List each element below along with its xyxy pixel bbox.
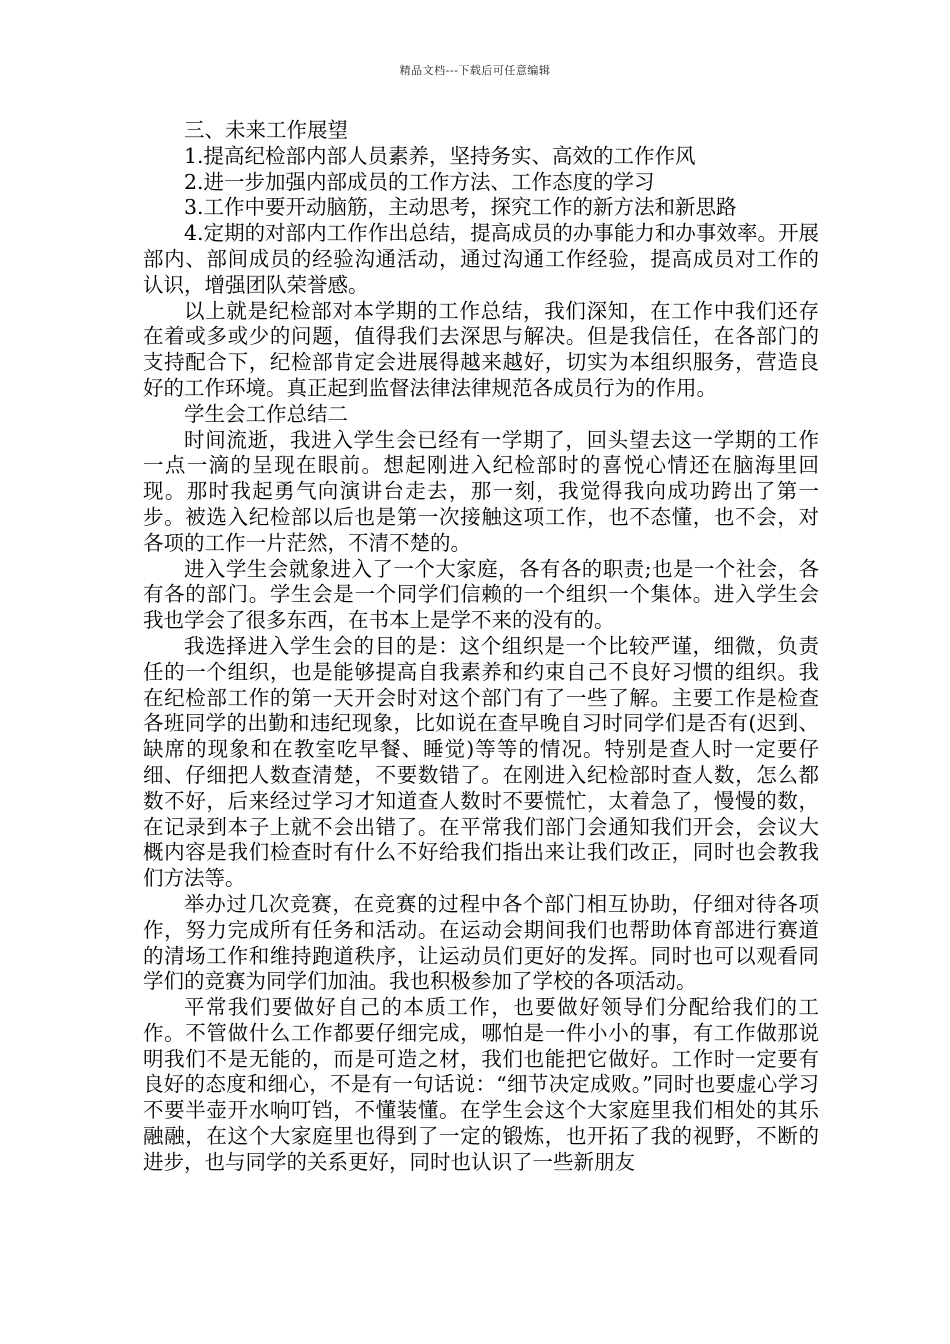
paragraph: 以上就是纪检部对本学期的工作总结，我们深知，在工作中我们还存在着或多或少的问题，值得我们去深思与解决。但是我信任，在各部门的支持配合下，纪检部肯定会进展得越来越好，切实为本组织服务，营造良好的工作环境。真正起到监督法律法律规范各成员行为的作用。 [143,298,819,400]
paragraph: 我选择进入学生会的目的是：这个组织是一个比较严谨，细微，负责任的一个组织，也是能够提高自我素养和约束自己不良好习惯的组织。我在纪检部工作的第一天开会时对这个部门有了一些了解。主要工作是检查各班同学的出勤和违纪现象，比如说在查早晚自习时同学们是否有(迟到、缺席的现象和在教室吃早餐、睡觉)等等的情况。特别是查人时一定要仔细、仔细把人数查清楚，不要数错了。在刚进入纪检部时查人数，怎么都数不好，后来经过学习才知道查人数时不要慌忙，太着急了，慢慢的数，在记录到本子上就不会出错了。在平常我们部门会通知我们开会，会议大概内容是我们检查时有什么不好给我们指出来让我们改正，同时也会教我们方法等。 [143,633,819,891]
paragraph: 平常我们要做好自己的本质工作，也要做好领导们分配给我们的工作。不管做什么工作都要仔细完成，哪怕是一件小小的事，有工作做那说明我们不是无能的，而是可造之材，我们也能把它做好。工作时一定要有良好的态度和细心，不是有一句话说：“细节决定成败。”同时也要虚心学习不要半壶开水响叮铛，不懂装懂。在学生会这个大家庭里我们相处的其乐融融，在这个大家庭里也得到了一定的锻炼，也开拓了我的视野，不断的进步，也与同学的关系更好，同时也认识了一些新朋友 [143,995,819,1174]
page-header: 精品文档---下载后可任意编辑 [399,64,551,77]
paragraph: 时间流逝，我进入学生会已经有一学期了，回头望去这一学期的工作一点一滴的呈现在眼前。想起刚进入纪检部时的喜悦心情还在脑海里回现。那时我起勇气向演讲台走去，那一刻，我觉得我向成功跨出了第一步。被选入纪检部以后也是第一次接触这项工作，也不态懂，也不会，对各项的工作一片茫然，不清不楚的。 [143,427,819,555]
list-item: 2.进一步加强内部成员的工作方法、工作态度的学习 [184,169,655,194]
paragraph: 举办过几次竞赛，在竞赛的过程中各个部门相互协助，仔细对待各项作，努力完成所有任务和活动。在运动会期间我们也帮助体育部进行赛道的清场工作和维持跑道秩序，让运动员们更好的发挥。同时也可以观看同学们的竞赛为同学们加油。我也积极参加了学校的各项活动。 [143,891,819,994]
document-body [143,118,819,1176]
paragraph: 进入学生会就象进入了一个大家庭，各有各的职责;也是一个社会，各有各的部门。学生会是一个同学们信赖的一个组织一个集体。进入学生会我也学会了很多东西，在书本上是学不来的没有的。 [143,556,819,633]
list-item: 4.定期的对部内工作作出总结，提高成员的办事能力和办事效率。开展部内、部间成员的经验沟通活动，通过沟通工作经验，提高成员对工作的认识，增强团队荣誉感。 [143,221,819,297]
list-item: 3.工作中要开动脑筋，主动思考，探究工作的新方法和新思路 [184,195,737,220]
section-heading-summary-two: 学生会工作总结二 [184,401,348,426]
section-heading-future-outlook: 三、未来工作展望 [184,118,348,142]
list-item: 1.提高纪检部内部人员素养，坚持务实、高效的工作作风 [184,143,696,168]
